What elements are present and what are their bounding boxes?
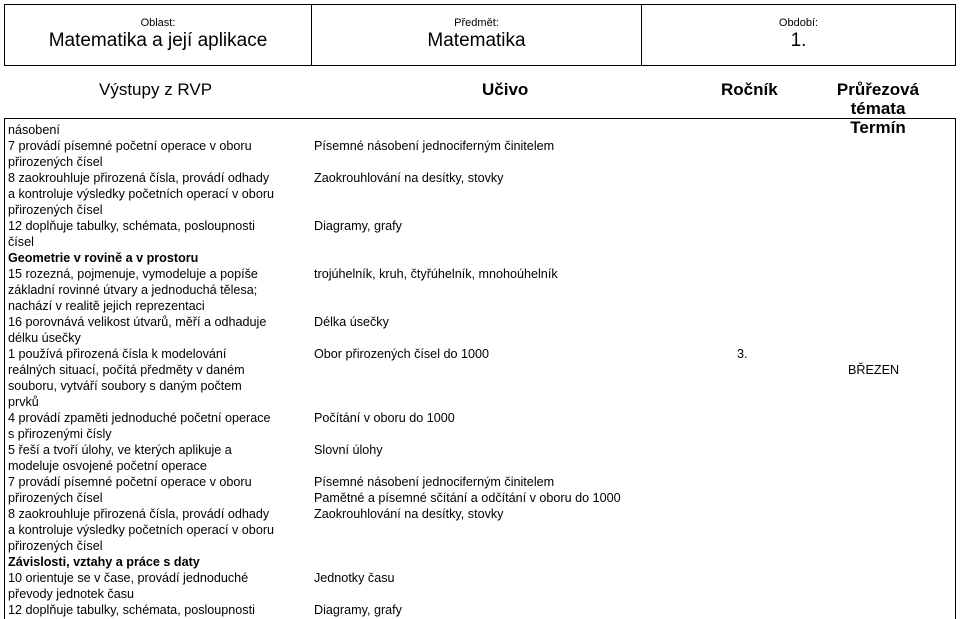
vystup-line: s přirozenými čísly <box>8 427 112 441</box>
vystup-line: 8 zaokrouhluje přirozená čísla, provádí odhady <box>8 507 270 521</box>
vystup-line: modeluje osvojené početní operace <box>8 459 207 473</box>
vystup-line: základní rovinné útvary a jednoduchá tělesa; <box>8 283 258 297</box>
vystup-line: nachází v realitě jejich reprezentaci <box>8 299 205 313</box>
vystup-line: délku úsečky <box>8 331 81 345</box>
column-header-vystupy: Výstupy z RVP <box>99 80 213 99</box>
oblast-value: Matematika a její aplikace <box>48 30 268 51</box>
ucivo-item: Písemné násobení jednociferným činitelem <box>314 475 555 489</box>
vystup-line: 1 používá přirozená čísla k modelování <box>8 347 227 361</box>
vystup-line: čísel <box>8 235 34 249</box>
section-heading: Geometrie v rovině a v prostoru <box>8 251 199 265</box>
vystup-line: 16 porovnává velikost útvarů, měří a odhaduje <box>8 315 267 329</box>
column-header-temata-line1: Průřezová témata <box>836 80 920 118</box>
vystup-line: 4 provádí zpaměti jednoduché početní operace <box>8 411 271 425</box>
ucivo-item: Počítání v oboru do 1000 <box>314 411 455 425</box>
oblast-caption: Oblast: <box>140 17 176 29</box>
ucivo-item: Zaokrouhlování na desítky, stovky <box>314 171 504 185</box>
ucivo-item: Jednotky času <box>314 571 395 585</box>
column-header-termin: Termín <box>850 118 906 137</box>
vystup-line: a kontroluje výsledky početních operací v oboru <box>8 187 275 201</box>
vystup-line: přirozených čísel <box>8 203 103 217</box>
ucivo-item: Písemné násobení jednociferným činitelem <box>314 139 555 153</box>
vystup-line: 7 provádí písemné početní operace v oboru <box>8 475 252 489</box>
vystup-line: 5 řeší a tvoří úlohy, ve kterých aplikuje a <box>8 443 232 457</box>
vystup-line: 10 orientuje se v čase, provádí jednoduché <box>8 571 249 585</box>
ucivo-item: Pamětné a písemné sčítání a odčítání v oboru do 1000 <box>314 491 621 505</box>
header-band <box>4 4 956 66</box>
vystup-line: 7 provádí písemné početní operace v oboru <box>8 139 252 153</box>
predmet-caption: Předmět: <box>454 17 499 29</box>
vystup-line: přirozených čísel <box>8 539 103 553</box>
vystup-line: 12 doplňuje tabulky, schémata, posloupnosti <box>8 603 255 617</box>
vystup-line: 12 doplňuje tabulky, schémata, posloupnosti <box>8 219 255 233</box>
vystup-line: přirozených čísel <box>8 491 103 505</box>
vystup-line: 15 rozezná, pojmenuje, vymodeluje a popíše <box>8 267 258 281</box>
ucivo-item: trojúhelník, kruh, čtyřúhelník, mnohoúhelník <box>314 267 558 281</box>
obdobi-caption: Období: <box>778 17 819 29</box>
vystup-line: násobení <box>8 123 60 137</box>
vystup-line: 8 zaokrouhluje přirozená čísla, provádí odhady <box>8 171 270 185</box>
vystup-line: souboru, vytváří soubory s daným počtem <box>8 379 242 393</box>
rocnik-value: 3. <box>737 347 748 361</box>
predmet-cell <box>311 5 641 65</box>
ucivo-item: Diagramy, grafy <box>314 603 402 617</box>
predmet-value: Matematika <box>427 30 526 51</box>
ucivo-item: Zaokrouhlování na desítky, stovky <box>314 507 504 521</box>
vystup-line: reálných situací, počítá předměty v daném <box>8 363 245 377</box>
obdobi-cell <box>641 5 955 65</box>
ucivo-item: Slovní úlohy <box>314 443 383 457</box>
vystup-line: přirozených čísel <box>8 155 103 169</box>
vystup-line: prvků <box>8 395 39 409</box>
column-header-ucivo: Učivo <box>482 80 529 99</box>
vystup-line: a kontroluje výsledky početních operací v oboru <box>8 523 275 537</box>
termin-value: BŘEZEN <box>848 363 900 377</box>
section-heading: Závislosti, vztahy a práce s daty <box>8 555 200 569</box>
vystup-line: převody jednotek času <box>8 587 135 601</box>
ucivo-item: Obor přirozených čísel do 1000 <box>314 347 490 361</box>
column-header-rocnik: Ročník <box>721 80 778 99</box>
obdobi-value: 1. <box>790 30 807 51</box>
ucivo-item: Diagramy, grafy <box>314 219 402 233</box>
oblast-cell <box>5 5 311 65</box>
ucivo-item: Délka úsečky <box>314 315 389 329</box>
